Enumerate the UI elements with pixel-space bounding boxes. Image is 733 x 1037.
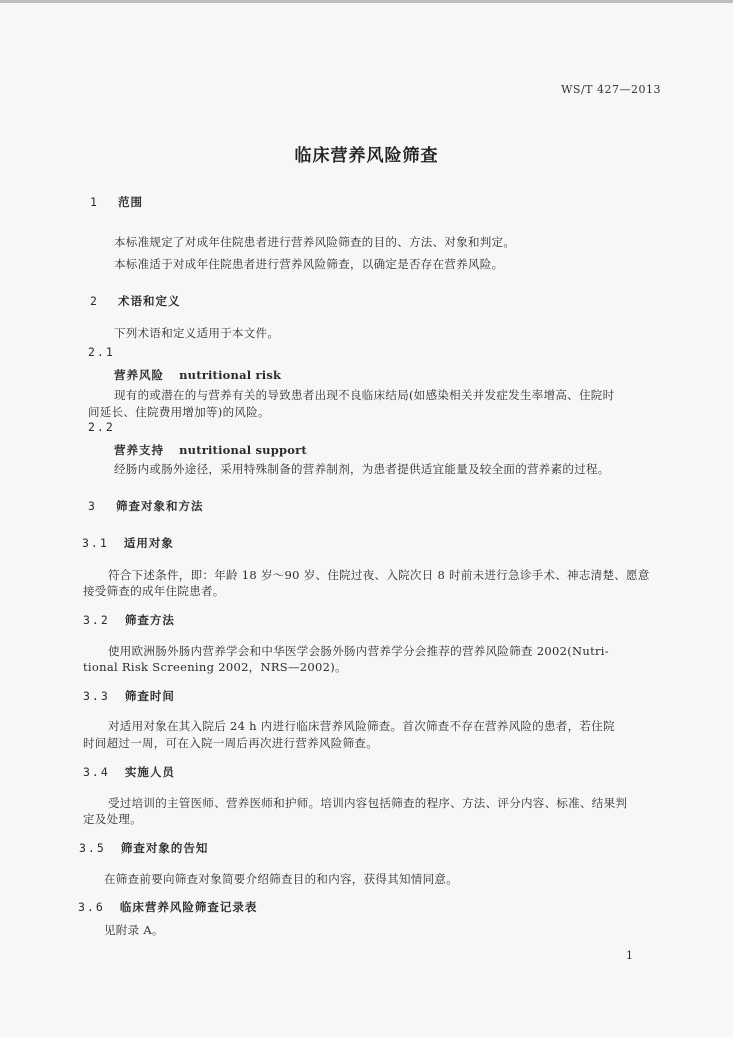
paragraph: 本标准适于对成年住院患者进行营养风险筛查，以确定是否存在营养风险。 (114, 257, 504, 271)
subsection-3-6-heading (78, 896, 257, 915)
term-definition: 现有的或潜在的与营养有关的导致患者出现不良临床结局(如感染相关并发症发生率增高、住院时 (114, 388, 615, 402)
term-number: 2.2 (88, 420, 115, 434)
paragraph: 定及处理。 (83, 812, 142, 826)
subsection-number: 3.5 (79, 841, 106, 855)
section-number: 2 (90, 294, 99, 308)
section-label: 筛查对象和方法 (116, 499, 204, 513)
standard-number: WS/T 427—2013 (561, 83, 661, 96)
subsection-number: 3.1 (82, 536, 109, 550)
term-en: nutritional support (179, 443, 307, 457)
page-title: 临床营养风险筛查 (294, 146, 439, 166)
subsection-label: 适用对象 (123, 536, 174, 550)
subsection-number: 3.6 (78, 900, 105, 914)
subsection-label: 筛查对象的告知 (120, 841, 209, 855)
scan-top-edge (0, 0, 733, 3)
paragraph: 对适用对象在其入院后 24 h 内进行临床营养风险筛查。首次筛查不存在营养风险的患者，若住院 (108, 719, 615, 733)
section-number: 1 (90, 195, 99, 209)
paragraph: 受过培训的主管医师、营养医师和护师。培训内容包括筛查的程序、方法、评分内容、标准、结果判 (108, 796, 628, 810)
term-zh: 营养风险 (114, 368, 164, 382)
subsection-number: 3.4 (83, 765, 110, 779)
subsection-label: 筛查时间 (124, 689, 175, 703)
subsection-3-5-heading (79, 837, 208, 856)
subsection-3-3-heading (83, 685, 175, 704)
term-zh: 营养支持 (114, 443, 164, 457)
term-heading (114, 439, 307, 458)
paragraph: 使用欧洲肠外肠内营养学会和中华医学会肠外肠内营养学分会推荐的营养风险筛查 2002(Nutri- (108, 644, 609, 658)
section-2-heading (90, 290, 181, 309)
term-heading (114, 364, 281, 383)
paragraph: tional Risk Screening 2002，NRS—2002)。 (83, 660, 347, 674)
subsection-label: 实施人员 (124, 765, 175, 779)
page-number: 1 (626, 949, 633, 962)
subsection-number: 3.2 (83, 613, 110, 627)
section-1-heading (90, 191, 143, 210)
paragraph: 时间超过一周，可在入院一周后再次进行营养风险筛查。 (83, 736, 378, 750)
subsection-3-2-heading (83, 609, 175, 628)
section-3-heading (88, 495, 204, 514)
term-definition: 间延长、住院费用增加等)的风险。 (88, 405, 270, 419)
paragraph: 本标准规定了对成年住院患者进行营养风险筛查的目的、方法、对象和判定。 (114, 235, 516, 249)
subsection-number: 3.3 (83, 689, 110, 703)
paragraph: 在筛查前要向筛查对象简要介绍筛查目的和内容，获得其知情同意。 (104, 872, 458, 886)
term-en: nutritional risk (179, 368, 282, 382)
subsection-label: 筛查方法 (124, 613, 175, 627)
term-definition: 经肠内或肠外途径，采用特殊制备的营养制剂，为患者提供适宜能量及较全面的营养素的过程。 (114, 462, 610, 476)
section-number: 3 (88, 499, 97, 513)
section-label: 范围 (118, 195, 144, 209)
subsection-3-4-heading (83, 761, 175, 780)
paragraph: 下列术语和定义适用于本文件。 (114, 326, 280, 340)
subsection-label: 临床营养风险筛查记录表 (119, 900, 258, 914)
term-number: 2.1 (88, 345, 115, 359)
paragraph: 见附录 A。 (104, 923, 164, 937)
paragraph: 接受筛查的成年住院患者。 (83, 584, 225, 598)
paragraph: 符合下述条件，即：年龄 18 岁～90 岁、住院过夜、入院次日 8 时前未进行急诊手术、神志清楚、愿意 (108, 568, 650, 582)
subsection-3-1-heading (82, 532, 174, 551)
section-label: 术语和定义 (118, 294, 181, 308)
